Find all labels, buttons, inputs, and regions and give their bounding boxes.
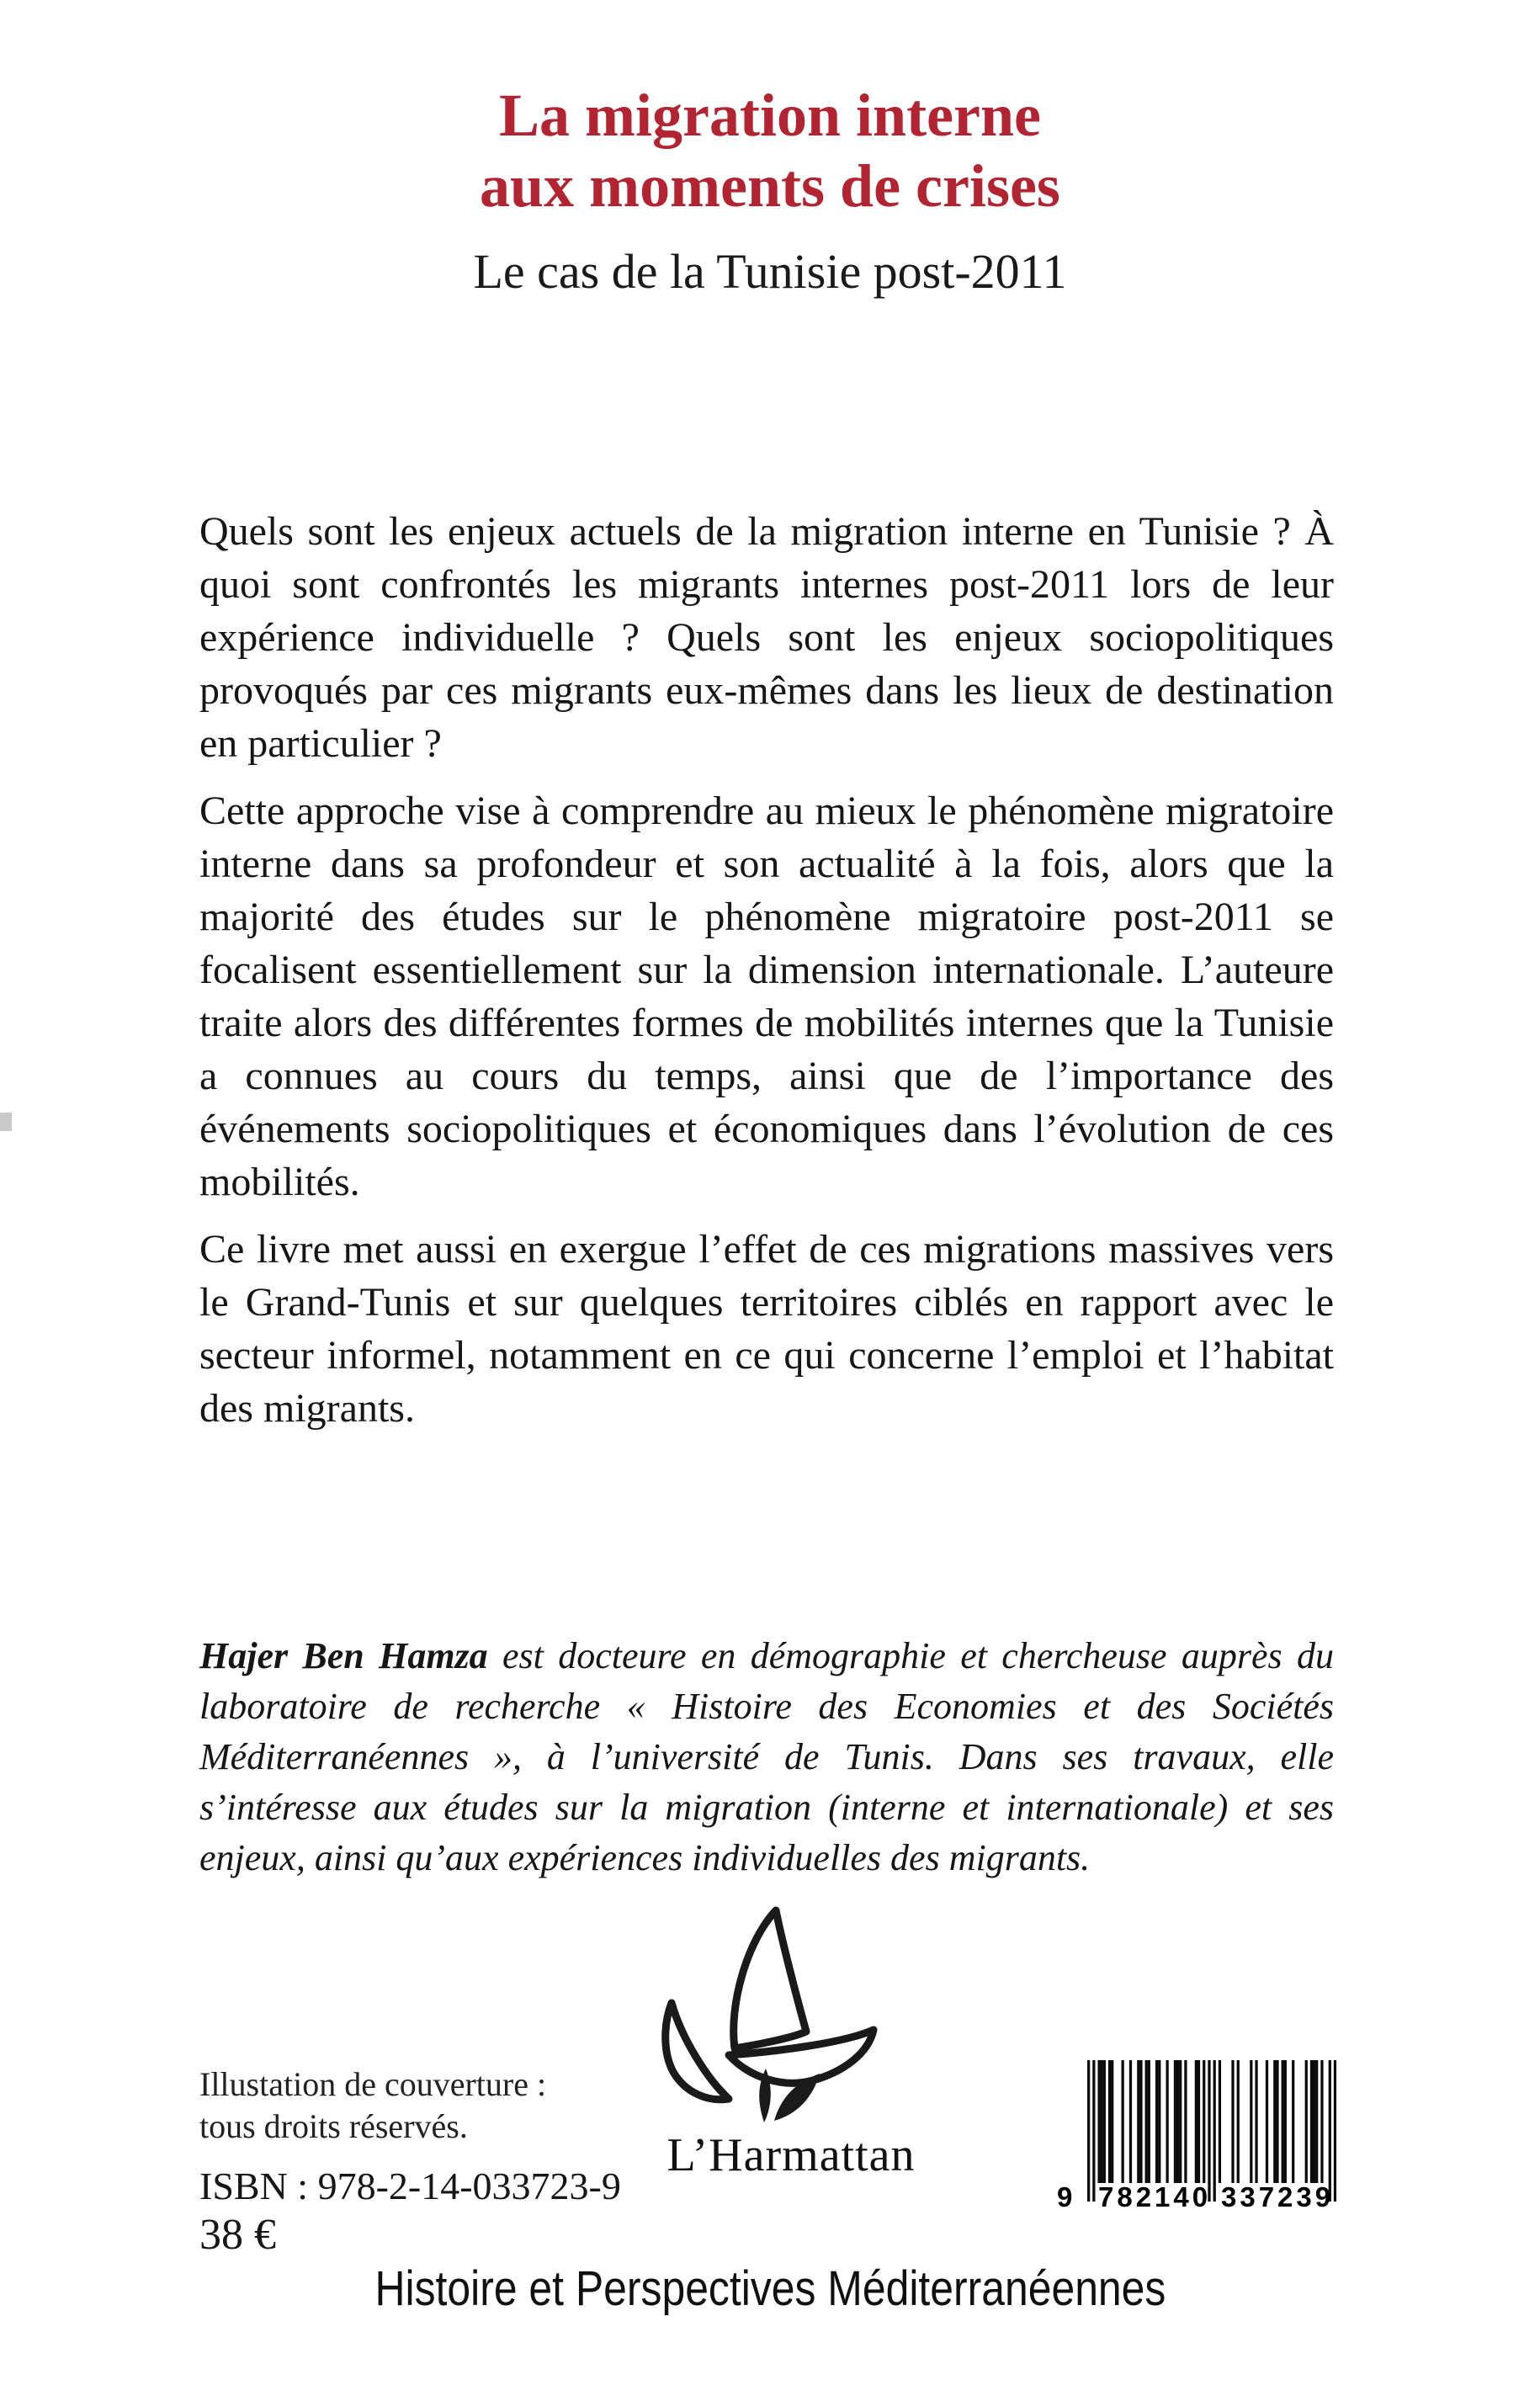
collection-banner	[0, 2262, 1540, 2316]
price: 38 €	[199, 2211, 276, 2259]
scan-artifact	[0, 1113, 12, 1131]
synopsis-paragraph-3: Ce livre met aussi en exergue l’effet de ces migrations massives vers le Grand-Tunis et sur quelques territoires ciblés en rapport avec le secteur informel, notamment en ce qui concerne l’emploi et l’habitat des migrants.	[199, 1227, 1334, 1431]
barcode-digits-right: 337239	[1221, 2181, 1335, 2212]
isbn: ISBN : 978-2-14-033723-9	[199, 2165, 621, 2207]
cover-credit-line1: Illustation de couverture :	[199, 2065, 547, 2103]
publisher-name: L’Harmattan	[666, 2129, 916, 2181]
synopsis-paragraph-1: Quels sont les enjeux actuels de la migration interne en Tunisie ? À quoi sont confrontés les migrants internes post-2011 lors de leur expérience individuelle ? Quels sont les enjeux sociopolitiques provoqués par ces migrants eux-mêmes dans les lieux de destination en particulier ?	[199, 509, 1334, 766]
title-block	[0, 80, 1540, 299]
collection-name: Histoire et Perspectives Méditerranéennes	[374, 2261, 1166, 2316]
ean13-barcode	[1057, 2060, 1336, 2212]
author-name: Hajer Ben Hamza	[199, 1635, 488, 1676]
author-bio	[199, 1631, 1334, 1883]
synopsis-paragraph-2: Cette approche vise à comprendre au mieux le phénomène migratoire interne dans sa profondeur et son actualité à la fois, alors que la majorité des études sur le phénomène migratoire post-2011 se focalisent essentiellement sur la dimension internationale. L’auteure traite alors des différentes formes de mobilités internes que la Tunisie a connues au cours du temps, ainsi que de l’importance des événements sociopolitiques et économiques dans l’évolution de ces mobilités.	[199, 789, 1334, 1204]
book-title	[0, 80, 1540, 221]
book-subtitle: Le cas de la Tunisie post-2011	[473, 244, 1067, 299]
synopsis	[199, 505, 1334, 1449]
barcode-digits-left: 782140	[1098, 2181, 1212, 2212]
cover-credit-line2: tous droits réservés.	[199, 2107, 468, 2145]
publisher-logo-block	[602, 1904, 980, 2180]
barcode-digit-first: 9	[1057, 2181, 1073, 2212]
book-title-line1: La migration interne	[499, 82, 1041, 149]
book-title-line2: aux moments de crises	[480, 152, 1060, 220]
sailboat-logo-icon	[602, 1904, 980, 2136]
cover-credit	[199, 2064, 546, 2148]
author-bio-text: est docteure en démographie et chercheuse auprès du laboratoire de recherche « Histoire des Economies et des Sociétés Méditerranéennes », à l’université de Tunis. Dans ses travaux, elle s’intéresse aux études sur la migration (interne et internationale) et ses enjeux, ainsi qu’aux expériences individuelles des migrants.	[199, 1635, 1334, 1878]
